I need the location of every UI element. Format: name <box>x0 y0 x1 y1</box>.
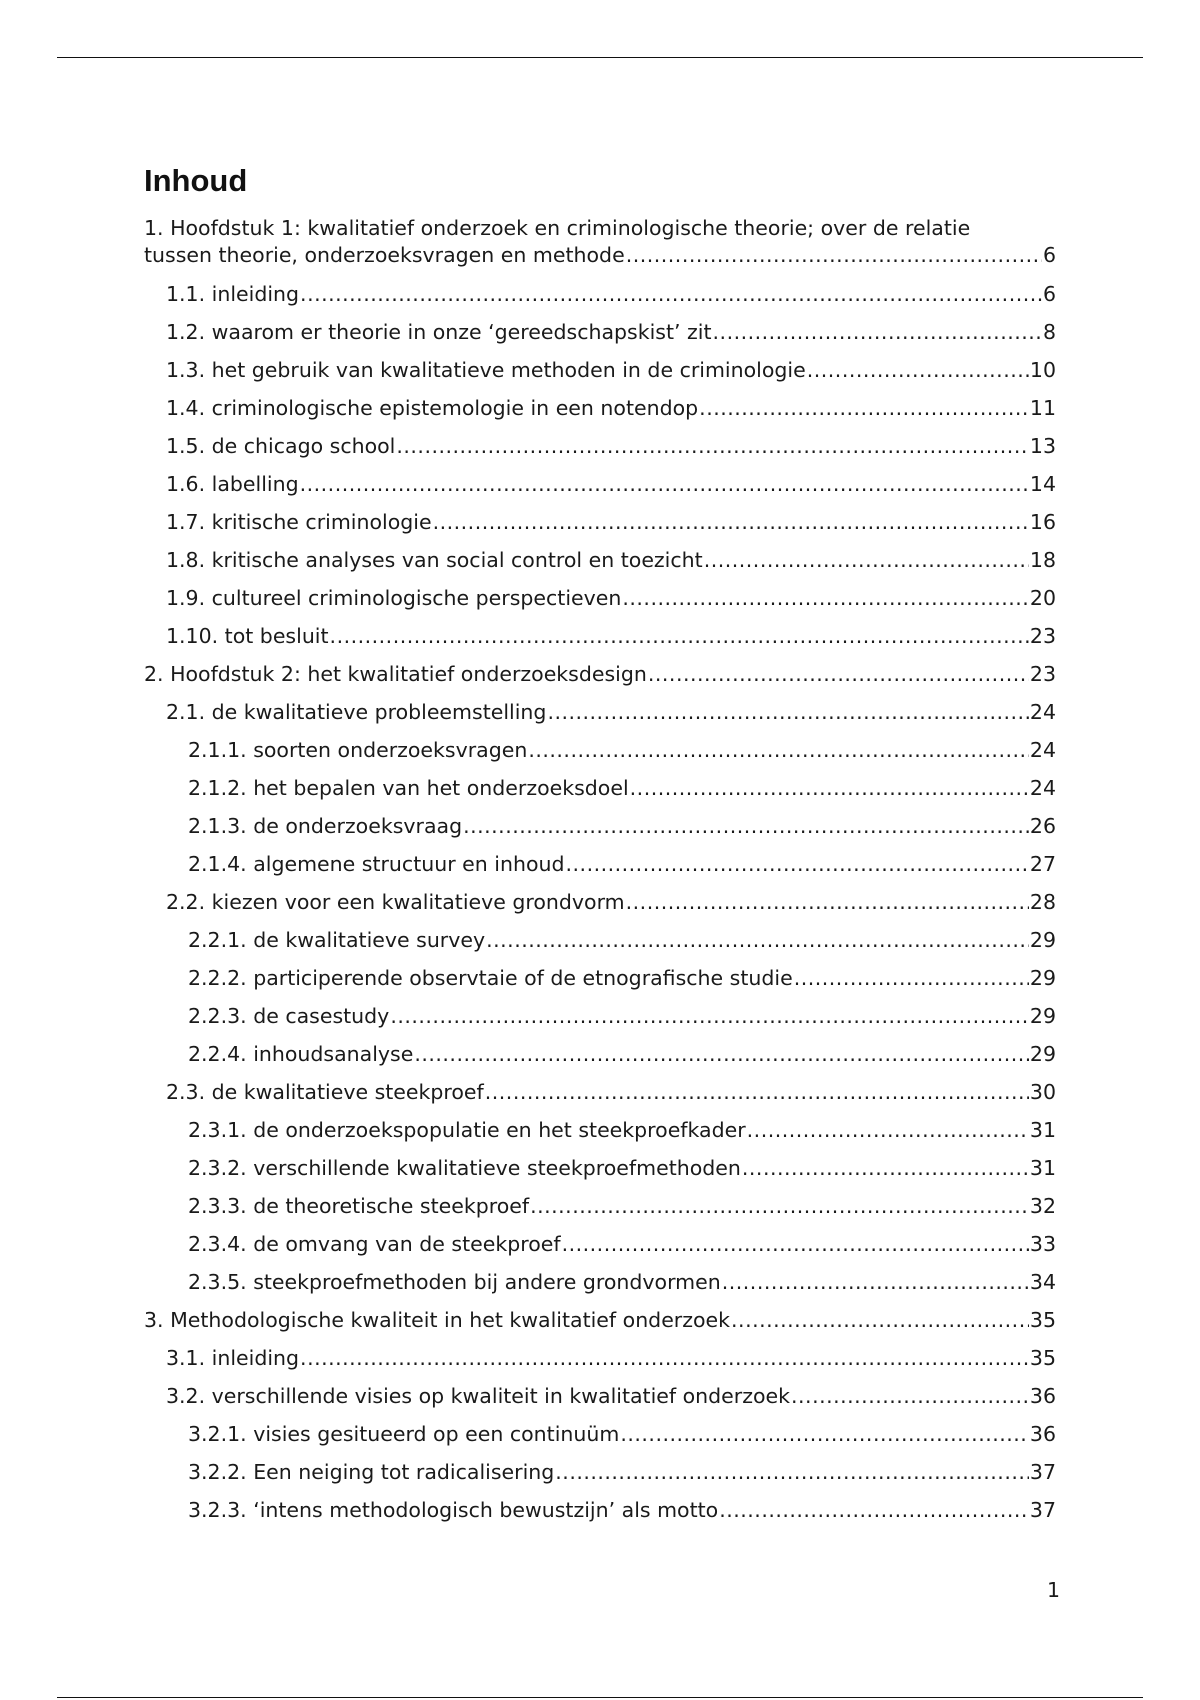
toc-entry[interactable] <box>144 471 1056 509</box>
toc-dot-leader <box>791 1383 1029 1410</box>
toc-entry-label: 1.2. waarom er theorie in onze ‘gereedschapskist’ zit <box>166 320 712 344</box>
toc-entry-page: 27 <box>1029 852 1056 876</box>
toc-dot-leader <box>414 1041 1029 1068</box>
toc-dot-leader <box>547 699 1028 726</box>
toc-entry[interactable] <box>144 1003 1056 1041</box>
toc-entry-label: 3.2.1. visies gesitueerd op een continuüm <box>188 1422 620 1446</box>
toc-entry-page: 31 <box>1029 1118 1056 1142</box>
toc-page <box>144 162 1056 1535</box>
toc-dot-leader <box>566 851 1029 878</box>
toc-entry-page: 35 <box>1029 1346 1056 1370</box>
toc-entry-page: 24 <box>1029 776 1056 800</box>
toc-entry-label-line1: 1. Hoofdstuk 1: kwalitatief onderzoek en criminologische theorie; over de relatie <box>144 216 971 240</box>
toc-entry-page: 6 <box>1042 243 1056 267</box>
toc-entry-label: 3.2.3. ‘intens methodologisch bewustzijn’ als motto <box>188 1498 719 1522</box>
toc-entry-page: 34 <box>1029 1270 1056 1294</box>
toc-entry[interactable] <box>144 775 1056 813</box>
toc-entry-page: 29 <box>1029 966 1056 990</box>
toc-entry[interactable] <box>144 1421 1056 1459</box>
toc-dot-leader <box>722 1269 1029 1296</box>
toc-entry[interactable] <box>144 395 1056 433</box>
footer-rule <box>57 1697 1143 1698</box>
toc-entry-page: 37 <box>1029 1498 1056 1522</box>
toc-entry-label: 1.4. criminologische epistemologie in een notendop <box>166 396 699 420</box>
toc-dot-leader <box>620 1421 1029 1448</box>
toc-entry-page: 29 <box>1029 928 1056 952</box>
toc-entry-label: tussen theorie, onderzoeksvragen en methode <box>144 243 625 267</box>
toc-entry[interactable] <box>144 433 1056 471</box>
toc-entry-label: 1.7. kritische criminologie <box>166 510 432 534</box>
toc-entry-page: 6 <box>1042 282 1056 306</box>
toc-entry-label: 2.3.2. verschillende kwalitatieve steekproefmethoden <box>188 1156 741 1180</box>
toc-entry-label: 2.3.1. de onderzoekspopulatie en het steekproefkader <box>188 1118 746 1142</box>
toc-entry-page: 31 <box>1029 1156 1056 1180</box>
toc-entry-label: 2.1.3. de onderzoeksvraag <box>188 814 463 838</box>
toc-entry[interactable] <box>144 699 1056 737</box>
toc-entry[interactable] <box>144 737 1056 775</box>
toc-entry-label: 2.2.4. inhoudsanalyse <box>188 1042 414 1066</box>
toc-dot-leader <box>794 965 1029 992</box>
toc-entry-page: 23 <box>1029 624 1056 648</box>
toc-list <box>144 215 1056 1535</box>
toc-entry[interactable] <box>144 813 1056 851</box>
toc-entry-label: 2.3.5. steekproefmethoden bij andere grondvormen <box>188 1270 721 1294</box>
toc-entry[interactable] <box>144 1459 1056 1497</box>
toc-entry[interactable] <box>144 215 1056 281</box>
toc-entry-page: 35 <box>1029 1308 1056 1332</box>
toc-entry-label: 3.2.2. Een neiging tot radicalisering <box>188 1460 555 1484</box>
toc-dot-leader <box>704 547 1029 574</box>
toc-entry-page: 26 <box>1029 814 1056 838</box>
toc-entry-page: 20 <box>1029 586 1056 610</box>
toc-entry[interactable] <box>144 1041 1056 1079</box>
toc-entry-page: 36 <box>1029 1422 1056 1446</box>
toc-entry[interactable] <box>144 1079 1056 1117</box>
toc-dot-leader <box>463 813 1029 840</box>
toc-entry[interactable] <box>144 965 1056 1003</box>
toc-dot-leader <box>626 889 1029 916</box>
toc-dot-leader <box>528 737 1029 764</box>
toc-entry-label: 1.6. labelling <box>166 472 299 496</box>
toc-entry[interactable] <box>144 1117 1056 1155</box>
page-number: 1 <box>1046 1578 1060 1602</box>
toc-dot-leader <box>731 1307 1029 1334</box>
toc-dot-leader <box>486 927 1029 954</box>
toc-entry-label: 2.1.2. het bepalen van het onderzoeksdoel <box>188 776 629 800</box>
toc-entry[interactable] <box>144 1383 1056 1421</box>
toc-entry-page: 16 <box>1029 510 1056 534</box>
toc-dot-leader <box>485 1079 1029 1106</box>
toc-entry[interactable] <box>144 547 1056 585</box>
toc-entry[interactable] <box>144 1345 1056 1383</box>
toc-entry-page: 8 <box>1042 320 1056 344</box>
toc-entry-label: 1.8. kritische analyses van social control en toezicht <box>166 548 703 572</box>
toc-entry-page: 33 <box>1029 1232 1056 1256</box>
toc-dot-leader <box>630 775 1029 802</box>
toc-entry[interactable] <box>144 1193 1056 1231</box>
toc-entry-page: 14 <box>1029 472 1056 496</box>
toc-entry-page: 23 <box>1029 662 1056 686</box>
toc-dot-leader <box>530 1193 1029 1220</box>
toc-entry-label: 3.2. verschillende visies op kwaliteit in kwalitatief onderzoek <box>166 1384 791 1408</box>
toc-entry[interactable] <box>144 509 1056 547</box>
toc-entry-label: 2. Hoofdstuk 2: het kwalitatief onderzoeksdesign <box>144 662 647 686</box>
toc-entry-label: 3.1. inleiding <box>166 1346 300 1370</box>
toc-heading: Inhoud <box>144 163 248 198</box>
toc-entry[interactable] <box>144 661 1056 699</box>
toc-dot-leader <box>699 395 1029 422</box>
toc-entry[interactable] <box>144 851 1056 889</box>
toc-dot-leader <box>433 509 1029 536</box>
toc-entry-label: 1.5. de chicago school <box>166 434 396 458</box>
toc-entry-page: 24 <box>1029 700 1056 724</box>
toc-entry-label: 1.10. tot besluit <box>166 624 329 648</box>
toc-entry[interactable] <box>144 927 1056 965</box>
toc-dot-leader <box>742 1155 1029 1182</box>
toc-entry-label: 2.3.3. de theoretische steekproef <box>188 1194 530 1218</box>
toc-entry-label: 2.1. de kwalitatieve probleemstelling <box>166 700 547 724</box>
toc-entry[interactable] <box>144 319 1056 357</box>
toc-dot-leader <box>300 1345 1029 1372</box>
toc-entry-page: 29 <box>1029 1004 1056 1028</box>
toc-entry-label: 2.1.1. soorten onderzoeksvragen <box>188 738 528 762</box>
toc-entry[interactable] <box>144 281 1056 319</box>
toc-dot-leader <box>396 433 1029 460</box>
toc-entry-page: 28 <box>1029 890 1056 914</box>
toc-dot-leader <box>719 1497 1029 1524</box>
toc-entry-page: 10 <box>1029 358 1056 382</box>
toc-entry-page: 30 <box>1029 1080 1056 1104</box>
toc-entry-label: 2.1.4. algemene structuur en inhoud <box>188 852 565 876</box>
toc-entry-page: 24 <box>1029 738 1056 762</box>
toc-entry[interactable] <box>144 623 1056 661</box>
toc-entry-label: 2.2.2. participerende observtaie of de etnografische studie <box>188 966 793 990</box>
toc-dot-leader <box>330 623 1029 650</box>
toc-entry-label: 1.9. cultureel criminologische perspectieven <box>166 586 622 610</box>
toc-dot-leader <box>807 357 1029 384</box>
toc-entry[interactable] <box>144 1269 1056 1307</box>
header-rule <box>57 57 1143 58</box>
toc-entry-page: 13 <box>1029 434 1056 458</box>
toc-entry-page: 37 <box>1029 1460 1056 1484</box>
toc-dot-leader <box>300 281 1042 308</box>
toc-entry[interactable] <box>144 1307 1056 1345</box>
toc-entry-page: 18 <box>1029 548 1056 572</box>
toc-entry-label: 1.3. het gebruik van kwalitatieve methoden in de criminologie <box>166 358 806 382</box>
toc-entry-label: 2.2. kiezen voor een kwalitatieve grondvorm <box>166 890 625 914</box>
toc-entry-label: 3. Methodologische kwaliteit in het kwalitatief onderzoek <box>144 1308 731 1332</box>
toc-entry[interactable] <box>144 889 1056 927</box>
toc-dot-leader <box>555 1459 1029 1486</box>
toc-dot-leader <box>747 1117 1029 1144</box>
toc-entry-label: 1.1. inleiding <box>166 282 300 306</box>
toc-entry[interactable] <box>144 585 1056 623</box>
toc-dot-leader <box>648 661 1029 688</box>
toc-dot-leader <box>300 471 1029 498</box>
toc-entry[interactable] <box>144 1155 1056 1193</box>
toc-entry[interactable] <box>144 1497 1056 1535</box>
toc-entry[interactable] <box>144 1231 1056 1269</box>
toc-entry-page: 36 <box>1029 1384 1056 1408</box>
toc-entry-label: 2.2.1. de kwalitatieve survey <box>188 928 486 952</box>
toc-entry-label: 2.3.4. de omvang van de steekproef <box>188 1232 561 1256</box>
toc-entry-page: 11 <box>1029 396 1056 420</box>
toc-dot-leader <box>390 1003 1029 1030</box>
toc-entry-label: 2.2.3. de casestudy <box>188 1004 390 1028</box>
toc-dot-leader <box>626 242 1042 269</box>
toc-entry-page: 32 <box>1029 1194 1056 1218</box>
toc-entry-page: 29 <box>1029 1042 1056 1066</box>
toc-dot-leader <box>622 585 1029 612</box>
toc-entry-label: 2.3. de kwalitatieve steekproef <box>166 1080 484 1104</box>
toc-entry[interactable] <box>144 357 1056 395</box>
toc-dot-leader <box>713 319 1042 346</box>
toc-dot-leader <box>562 1231 1029 1258</box>
